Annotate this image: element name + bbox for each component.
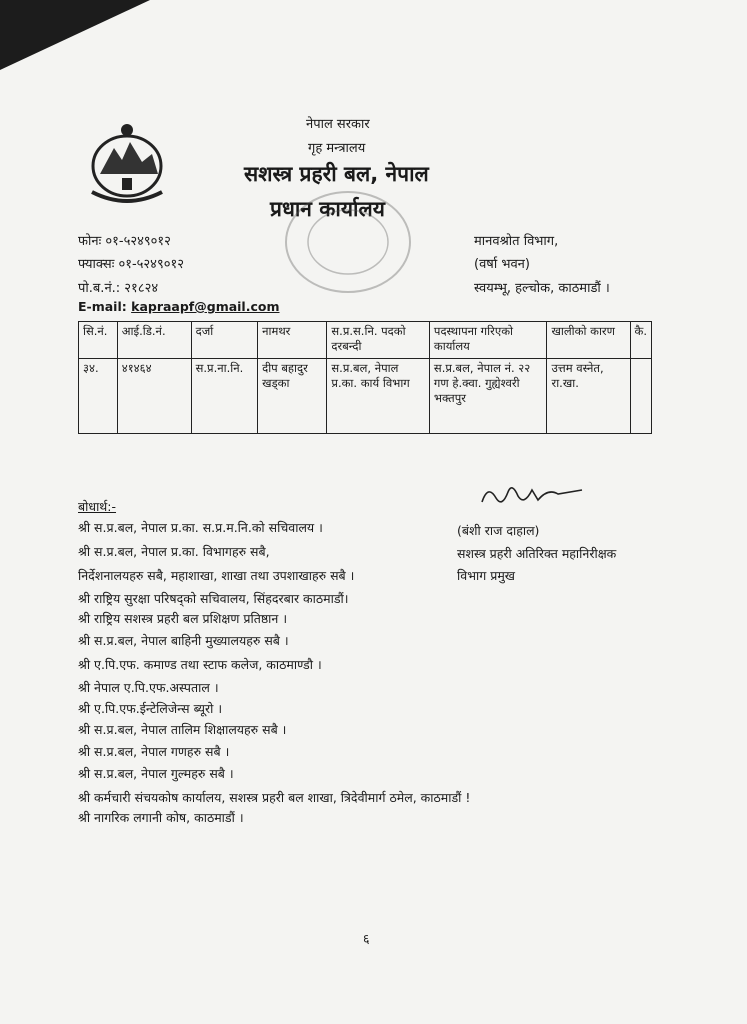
office-stamp-icon bbox=[282, 188, 414, 296]
email-link[interactable]: kapraapf@gmail.com bbox=[131, 299, 280, 314]
organization-title: सशस्त्र प्रहरी बल, नेपाल bbox=[244, 162, 429, 186]
pobox-number: पो.ब.नं.: २१८२४ bbox=[78, 281, 159, 296]
cc-line: श्री स.प्र.बल, नेपाल प्र.का. स.प्र.म.नि.को सचिवालय । bbox=[78, 520, 323, 535]
cc-line: श्री नागरिक लगानी कोष, काठमाडौं । bbox=[78, 810, 244, 825]
signature-icon bbox=[478, 478, 586, 514]
cc-line: श्री स.प्र.बल, नेपाल गुल्महरु सबै । bbox=[78, 766, 234, 781]
table-cell: दीप बहादुर खड्का bbox=[258, 359, 327, 434]
col-header: नामथर bbox=[258, 322, 327, 359]
signatory-designation: सशस्त्र प्रहरी अतिरिक्त महानिरीक्षक bbox=[457, 546, 617, 561]
nepal-emblem-icon bbox=[80, 118, 174, 208]
cc-line: श्री ए.पि.एफ. कमाण्ड तथा स्टाफ कलेज, काठमाण्डौ । bbox=[78, 657, 322, 672]
table-cell: उत्तम वस्नेत, रा.खा. bbox=[547, 359, 630, 434]
cc-line: श्री कर्मचारी संचयकोष कार्यालय, सशस्त्र प्रहरी बल शाखा, त्रिदेवीमार्ग ठमेल, काठमाडौं ! bbox=[78, 790, 471, 805]
table-cell bbox=[630, 359, 652, 434]
page-number: ६ bbox=[363, 931, 370, 946]
email-line bbox=[78, 299, 280, 314]
office-title: प्रधान कार्यालय bbox=[270, 197, 385, 221]
col-header: आई.डि.नं. bbox=[117, 322, 191, 359]
table-header-row bbox=[79, 322, 652, 359]
signatory-name: (बंशी राज दाहाल) bbox=[457, 523, 540, 538]
col-header: सि.नं. bbox=[79, 322, 118, 359]
table-row bbox=[79, 359, 652, 434]
cc-line: निर्देशनालयहरु सबै, महाशाखा, शाखा तथा उपशाखाहरु सबै । bbox=[78, 568, 355, 583]
government-label: नेपाल सरकार bbox=[306, 117, 370, 132]
table-cell: ३४. bbox=[79, 359, 118, 434]
phone-number: फोनः ०१-५२४९०१२ bbox=[78, 234, 171, 249]
cc-line: श्री स.प्र.बल, नेपाल बाहिनी मुख्यालयहरु सबै । bbox=[78, 633, 289, 648]
cc-line: श्री स.प्र.बल, नेपाल तालिम शिक्षालयहरु सबै । bbox=[78, 722, 287, 737]
fax-number: फ्याक्सः ०१-५२४९०१२ bbox=[78, 257, 184, 272]
cc-line: श्री स.प्र.बल, नेपाल गणहरु सबै । bbox=[78, 744, 230, 759]
department-building: (वर्षा भवन) bbox=[474, 257, 530, 272]
cc-line: श्री राष्ट्रिय सुरक्षा परिषद्को सचिवालय, सिंहदरबार काठमाडौं। bbox=[78, 591, 349, 606]
col-header: खालीको कारण bbox=[547, 322, 630, 359]
scan-corner-shadow bbox=[0, 0, 150, 70]
posting-table bbox=[78, 321, 652, 434]
table-cell: स.प्र.बल, नेपाल नं. २२ गण हे.क्वा. गुह्येश्वरी भक्तपुर bbox=[429, 359, 547, 434]
cc-line: श्री राष्ट्रिय सशस्त्र प्रहरी बल प्रशिक्षण प्रतिष्ठान । bbox=[78, 611, 288, 626]
col-header: पदस्थापना गरिएको कार्यालय bbox=[429, 322, 547, 359]
col-header: कै. bbox=[630, 322, 652, 359]
col-header: दर्जा bbox=[191, 322, 257, 359]
bodharth-label: बोधार्थ:- bbox=[78, 499, 117, 514]
cc-line: श्री ए.पि.एफ.ईन्टेलिजेन्स ब्यूरो । bbox=[78, 701, 223, 716]
department-address: स्वयम्भू, हल्चोक, काठमाडौं । bbox=[474, 281, 610, 296]
cc-line: श्री स.प्र.बल, नेपाल प्र.का. विभागहरु सबै, bbox=[78, 544, 270, 559]
email-label: E-mail: bbox=[78, 299, 127, 314]
signatory-department: विभाग प्रमुख bbox=[457, 568, 516, 583]
table-cell: स.प्र.ना.नि. bbox=[191, 359, 257, 434]
col-header: स.प्र.स.नि. पदको दरबन्दी bbox=[327, 322, 430, 359]
ministry-label: गृह मन्त्रालय bbox=[308, 141, 366, 156]
table-cell: स.प्र.बल, नेपाल प्र.का. कार्य विभाग bbox=[327, 359, 430, 434]
department-name: मानवश्रोत विभाग, bbox=[474, 234, 559, 249]
cc-line: श्री नेपाल ए.पि.एफ.अस्पताल । bbox=[78, 680, 219, 695]
table-cell: ४१४६४ bbox=[117, 359, 191, 434]
